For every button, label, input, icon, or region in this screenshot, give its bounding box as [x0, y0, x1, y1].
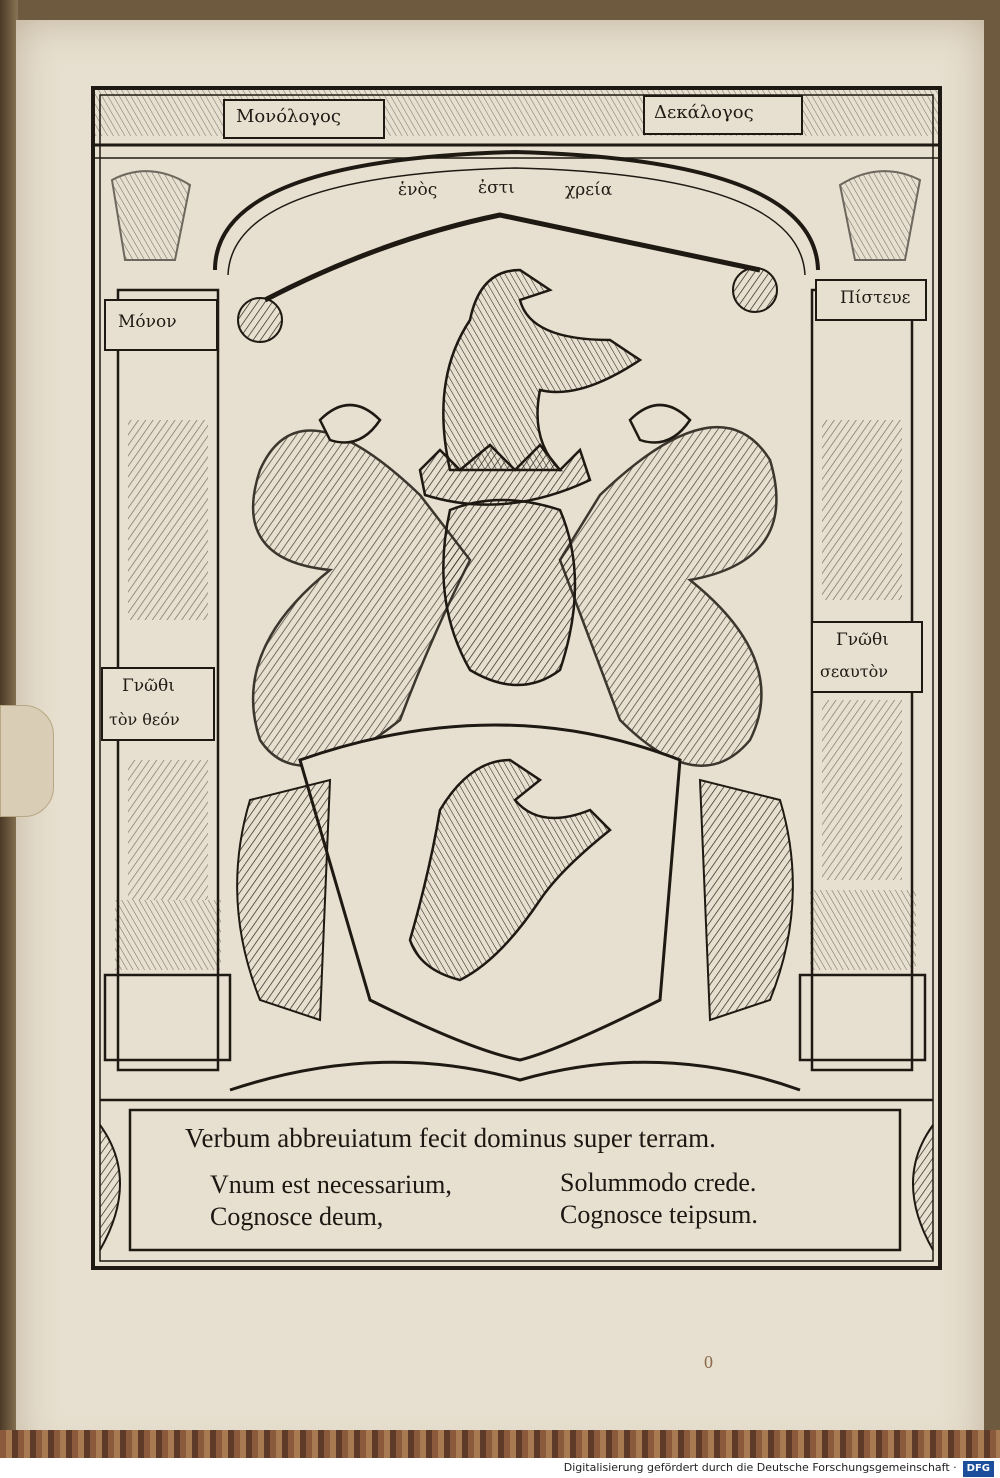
- motto-line-3-right: Cognosce teipsum.: [560, 1200, 758, 1229]
- top-label-right: Δεκάλογος: [654, 102, 754, 123]
- left-pillar: [102, 171, 230, 1070]
- motto-line-2-right: Solummodo crede.: [560, 1168, 757, 1197]
- left-lower-tablet-line1: Γνῶθι: [122, 676, 175, 696]
- motto-line-1: Verbum abbreuiatum fecit dominus super terram.: [185, 1123, 716, 1153]
- arch-inscription-word3: χρεία: [565, 180, 613, 200]
- book-edge: [0, 1430, 1000, 1458]
- motto-line-2-left: Vnum est necessarium,: [210, 1170, 452, 1199]
- page-mark: 0: [704, 1352, 713, 1372]
- motto-line-3-left: Cognosce deum,: [210, 1202, 384, 1231]
- helmet: [443, 500, 575, 685]
- dfg-logo: DFG: [963, 1461, 994, 1477]
- top-label-left: Μονόλογος: [236, 106, 341, 127]
- left-upper-tablet: Μόνον: [118, 312, 177, 332]
- arch: [215, 152, 818, 270]
- footer-text: Digitalisierung gefördert durch die Deutsche Forschungsgemeinschaft ·: [563, 1461, 957, 1474]
- crest-goat: [443, 270, 640, 470]
- entablature: [93, 88, 940, 136]
- right-upper-tablet: Πίστευε: [840, 288, 911, 308]
- right-lower-tablet-line1: Γνῶθι: [836, 630, 889, 650]
- left-lower-tablet-line2: τὸν θεόν: [109, 710, 180, 729]
- arch-inscription-word1: ἑνὸς: [398, 180, 438, 200]
- arch-inscription-word2: ἐστι: [478, 178, 515, 198]
- right-lower-tablet-line2: σεαυτὸν: [820, 662, 888, 681]
- digitization-footer: [0, 1458, 1000, 1478]
